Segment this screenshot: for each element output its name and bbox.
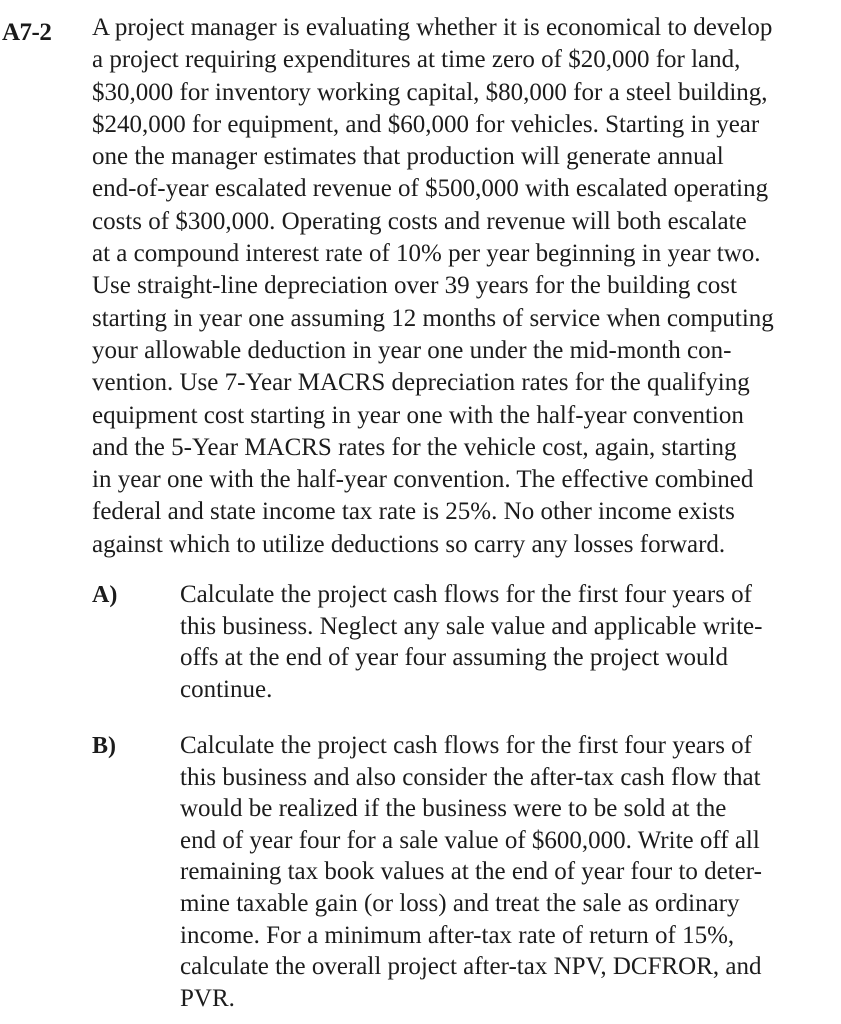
problem-line: in year one with the half-year convention. The effective combined <box>92 466 754 494</box>
problem-line: $240,000 for equipment, and $60,000 for vehicles. Starting in year <box>92 110 760 138</box>
part-b-label: B) <box>92 733 116 759</box>
part-b-line: this business and also consider the after-tax cash flow that <box>180 763 761 791</box>
problem-line: Use straight-line depreciation over 39 years for the building cost <box>92 272 737 300</box>
problem-line: federal and state income tax rate is 25%. No other income exists <box>92 498 735 526</box>
part-b-line: would be realized if the business were to be sold at the <box>180 795 727 823</box>
part-b-line: remaining tax book values at the end of year four to deter- <box>180 858 762 886</box>
part-a-line: continue. <box>180 675 273 703</box>
problem-line: end-of-year escalated revenue of $500,000 with escalated operating <box>92 175 769 203</box>
problem-line: at a compound interest rate of 10% per year beginning in year two. <box>92 240 761 268</box>
problem-line: starting in year one assuming 12 months of service when computing <box>92 304 774 332</box>
problem-line: A project manager is evaluating whether it is economical to develop <box>92 14 773 41</box>
part-b-text <box>180 730 830 1014</box>
part-a-label: A) <box>92 582 118 608</box>
part-a-line: Calculate the project cash flows for the first four years of <box>180 581 753 608</box>
problem-line: and the 5-Year MACRS rates for the vehicle cost, again, starting <box>92 433 737 461</box>
problem-line: $30,000 for inventory working capital, $80,000 for a steel building, <box>92 78 768 106</box>
part-b-line: calculate the overall project after-tax NPV, DCFROR, and <box>180 953 762 981</box>
part-b-line: PVR. <box>180 984 235 1012</box>
part-a-line: offs at the end of year four assuming the project would <box>180 644 728 672</box>
part-a-text <box>180 579 830 705</box>
part-b-line: end of year four for a sale value of $600,000. Write off all <box>180 826 760 854</box>
problem-line: a project requiring expenditures at time zero of $20,000 for land, <box>92 46 741 74</box>
part-b-line: mine taxable gain (or loss) and treat the sale as ordinary <box>180 889 740 917</box>
problem-number: A7-2 <box>2 19 52 46</box>
problem-statement <box>92 12 827 561</box>
part-b-line: Calculate the project cash flows for the first four years of <box>180 732 753 759</box>
problem-line: against which to utilize deductions so carry any losses forward. <box>92 530 726 558</box>
problem-line: vention. Use 7-Year MACRS depreciation rates for the qualifying <box>92 369 750 397</box>
part-a-line: this business. Neglect any sale value and applicable write- <box>180 612 763 640</box>
problem-line: costs of $300,000. Operating costs and revenue will both escalate <box>92 207 747 235</box>
problem-line: one the manager estimates that production will generate annual <box>92 143 724 171</box>
problem-line: your allowable deduction in year one under the mid-month con- <box>92 336 732 364</box>
problem-line: equipment cost starting in year one with the half-year convention <box>92 401 744 429</box>
part-b-line: income. For a minimum after-tax rate of return of 15%, <box>180 921 735 949</box>
